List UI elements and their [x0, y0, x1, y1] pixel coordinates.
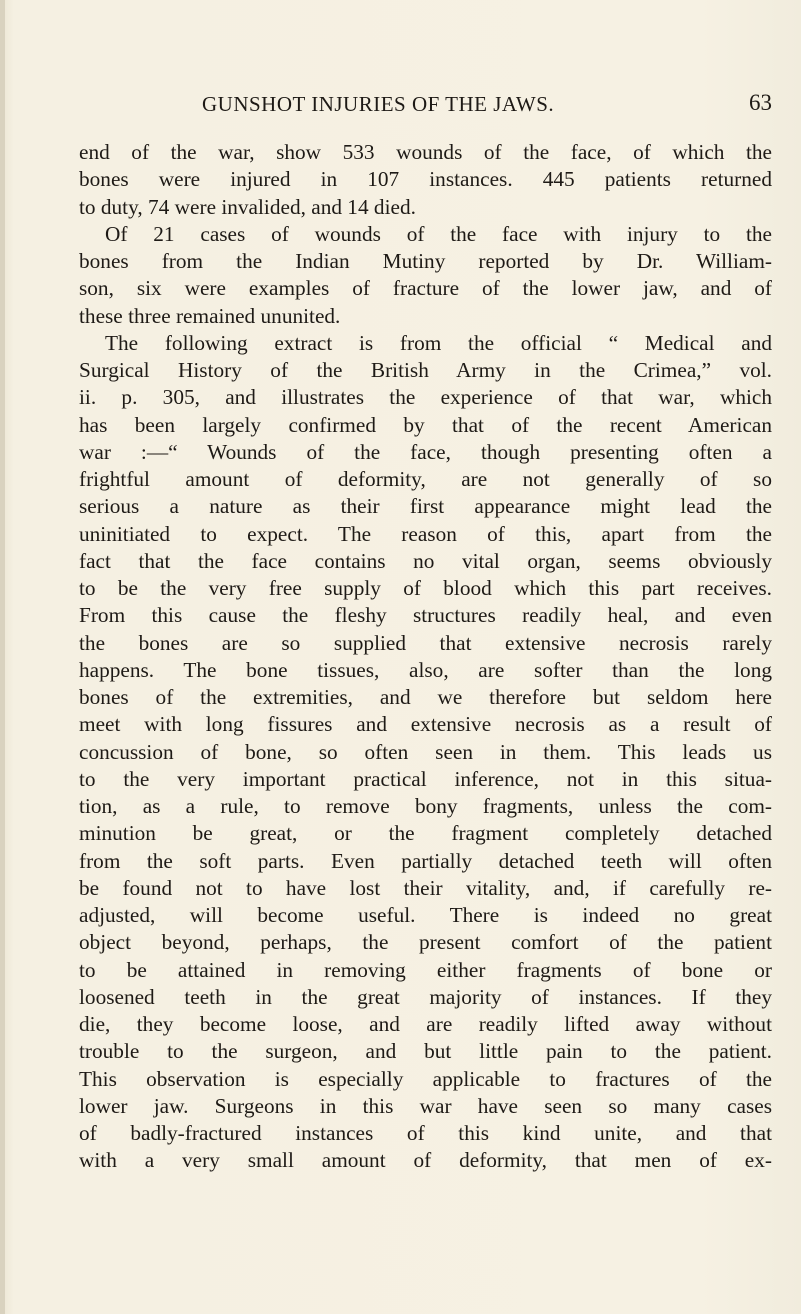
text-line: serious a nature as their first appearance might lead the: [79, 494, 772, 519]
text-line: loosened teeth in the great majority of instances. If they: [79, 984, 772, 1009]
text-line: to be attained in removing either fragments of bone or: [79, 957, 772, 982]
text-line: bones of the extremities, and we therefore but seldom here: [79, 685, 772, 709]
text-line: has been largely confirmed by that of the recent American: [79, 412, 772, 437]
page-binding-edge: [0, 0, 5, 1314]
text-line: tion, as a rule, to remove bony fragments, unless the com-: [79, 794, 772, 818]
text-line: war :—“ Wounds of the face, though presenting often a: [79, 439, 772, 464]
text-line: fact that the face contains no vital organ, seems obviously: [79, 548, 772, 573]
page-number: 63: [749, 90, 772, 115]
text-line: concussion of bone, so often seen in them. This leads us: [79, 739, 772, 764]
text-line: minution be great, or the fragment completely detached: [79, 821, 772, 846]
text-line: From this cause the fleshy structures readily heal, and even: [79, 603, 772, 628]
text-line: ii. p. 305, and illustrates the experience of that war, which: [79, 385, 772, 410]
text-line: bones were injured in 107 instances. 445 patients returned: [79, 167, 772, 192]
text-line: meet with long fissures and extensive necrosis as a result of: [79, 712, 772, 737]
text-line: lower jaw. Surgeons in this war have seen so many cases: [79, 1093, 772, 1118]
text-line: happens. The bone tissues, also, are softer than the long: [79, 657, 772, 682]
text-line: adjusted, will become useful. There is indeed no great: [79, 903, 772, 927]
text-line: be found not to have lost their vitality, and, if carefully re-: [79, 875, 772, 900]
text-line: The following extract is from the official “ Medical and: [105, 330, 772, 355]
text-line: die, they become loose, and are readily lifted away without: [79, 1012, 772, 1036]
text-line: the bones are so supplied that extensive necrosis rarely: [79, 630, 772, 655]
body-text: [79, 139, 772, 1175]
text-line: uninitiated to expect. The reason of this, apart from the: [79, 521, 772, 546]
text-line: frightful amount of deformity, are not generally of so: [79, 467, 772, 491]
text-line: from the soft parts. Even partially detached teeth will often: [79, 848, 772, 873]
running-title: GUNSHOT INJURIES OF THE JAWS.: [202, 92, 555, 116]
text-line: to the very important practical inference, not in this situa-: [79, 766, 772, 791]
text-line: of badly-fractured instances of this kind unite, and that: [79, 1121, 772, 1145]
text-line: these three remained ununited.: [79, 303, 341, 328]
text-line: end of the war, show 533 wounds of the face, of which the: [79, 140, 772, 164]
text-line: to be the very free supply of blood which this part receives.: [79, 576, 772, 600]
text-line: Of 21 cases of wounds of the face with injury to the: [105, 221, 772, 246]
text-line: son, six were examples of fracture of the lower jaw, and of: [79, 276, 772, 301]
text-line: This observation is especially applicable to fractures of the: [79, 1066, 772, 1091]
text-line: object beyond, perhaps, the present comfort of the patient: [79, 930, 772, 955]
text-line: Surgical History of the British Army in the Crimea,” vol.: [79, 358, 772, 382]
text-line: with a very small amount of deformity, that men of ex-: [79, 1148, 772, 1173]
running-head: [79, 92, 772, 122]
text-line: to duty, 74 were invalided, and 14 died.: [79, 194, 416, 219]
text-line: bones from the Indian Mutiny reported by Dr. William-: [79, 249, 772, 273]
text-line: trouble to the surgeon, and but little pain to the patient.: [79, 1039, 772, 1064]
